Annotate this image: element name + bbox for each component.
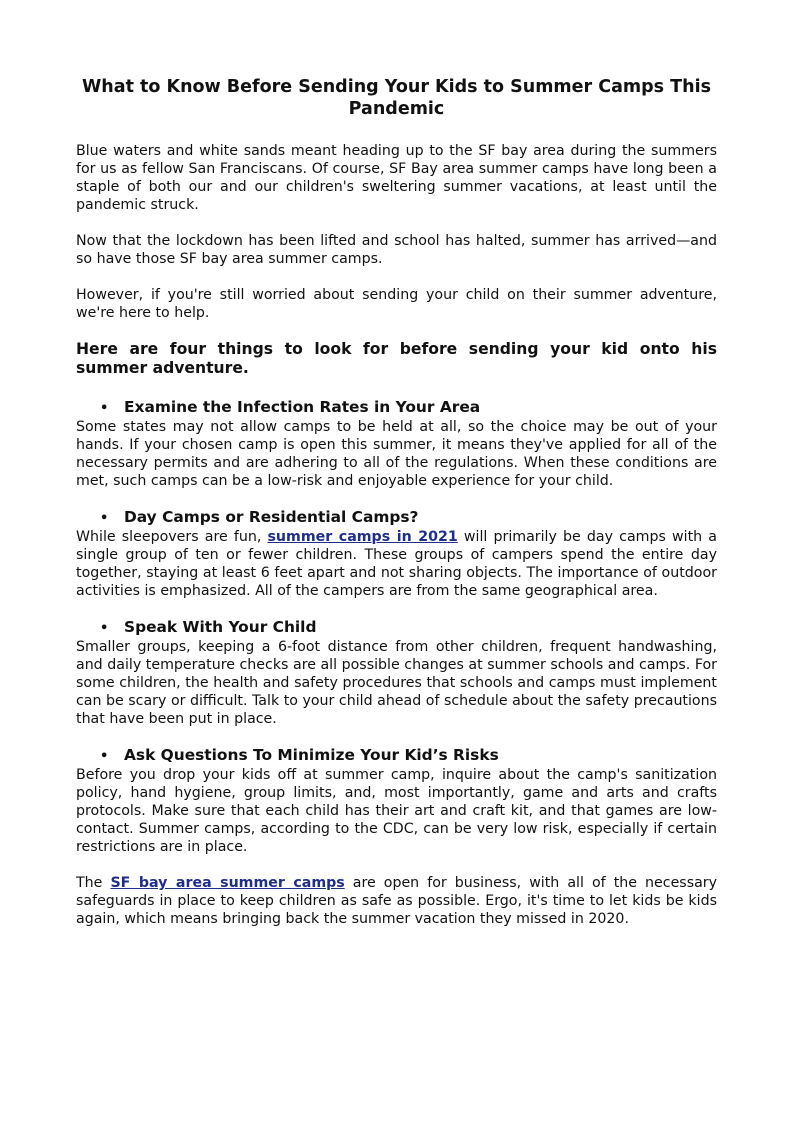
subheading: Here are four things to look for before sending your kid onto his summer adventure.	[76, 340, 717, 377]
bullet-icon: •	[100, 401, 109, 416]
page-title: What to Know Before Sending Your Kids to Summer Camps This Pandemic	[82, 77, 711, 119]
sf-bay-area-summer-camps-link[interactable]: SF bay area summer camps	[110, 875, 345, 891]
section-body-text: While sleepovers are fun,	[76, 529, 268, 545]
intro-paragraph-1: Blue waters and white sands meant heading up to the SF bay area during the summers for us as fellow San Franciscans. Of course, SF Bay area summer camps have long been a staple of both our and our children's sweltering summer vacations, at least until the pandemic struck.	[76, 143, 717, 213]
section-day-camps	[76, 508, 717, 600]
section-ask-questions	[76, 746, 717, 856]
section-title-text: Day Camps or Residential Camps?	[124, 508, 419, 526]
document-page	[76, 76, 717, 928]
section-speak-with-child	[76, 618, 717, 728]
section-title-text: Speak With Your Child	[124, 618, 317, 636]
intro-paragraph-2: Now that the lockdown has been lifted and school has halted, summer has arrived—and so have those SF bay area summer camps.	[76, 233, 717, 267]
closing-text: The	[76, 875, 111, 891]
closing-text: are open for business, with all of the necessary safeguards in place to keep children as safe as possible. Ergo, it's time to let kids be kids again, which means bringing back the summer vacation they missed in 2020.	[76, 875, 718, 927]
section-body	[76, 528, 717, 600]
section-body: Some states may not allow camps to be held at all, so the choice may be out of your hands. If your chosen camp is open this summer, it means they've applied for all of the necessary permits and are adhering to all of the regulations. When these conditions are met, such camps can be a low-risk and enjoyable experience for your child.	[76, 419, 717, 489]
section-title-text: Ask Questions To Minimize Your Kid’s Risks	[124, 746, 499, 764]
summer-camps-2021-link[interactable]: summer camps in 2021	[267, 529, 458, 545]
section-title	[76, 508, 717, 528]
section-title	[76, 618, 717, 638]
section-infection-rates	[76, 398, 717, 490]
bullet-icon: •	[100, 621, 109, 636]
intro-paragraph-3: However, if you're still worried about sending your child on their summer adventure, we're here to help.	[76, 287, 717, 321]
section-body-text: will primarily be day camps with a single group of ten or fewer children. These groups of campers spend the entire day together, staying at least 6 feet apart and not sharing objects. The importance of outdoor activities is emphasized. All of the campers are from the same geographical area.	[76, 529, 717, 599]
section-body: Before you drop your kids off at summer camp, inquire about the camp's sanitization policy, hand hygiene, group limits, and, most importantly, game and arts and crafts protocols. Make sure that each child has their art and craft kit, and that games are low-contact. Summer camps, according to the CDC, can be very low risk, especially if certain restrictions are in place.	[76, 767, 717, 855]
section-title	[76, 746, 717, 766]
section-title	[76, 398, 717, 418]
section-body: Smaller groups, keeping a 6-foot distance from other children, frequent handwashing, and daily temperature checks are all possible changes at summer schools and camps. For some children, the health and safety procedures that schools and camps must implement can be scary or difficult. Talk to your child ahead of schedule about the safety precautions that have been put in place.	[76, 639, 717, 727]
closing-paragraph	[76, 874, 717, 928]
bullet-icon: •	[100, 511, 109, 526]
bullet-icon: •	[100, 749, 109, 764]
section-title-text: Examine the Infection Rates in Your Area	[124, 398, 481, 416]
